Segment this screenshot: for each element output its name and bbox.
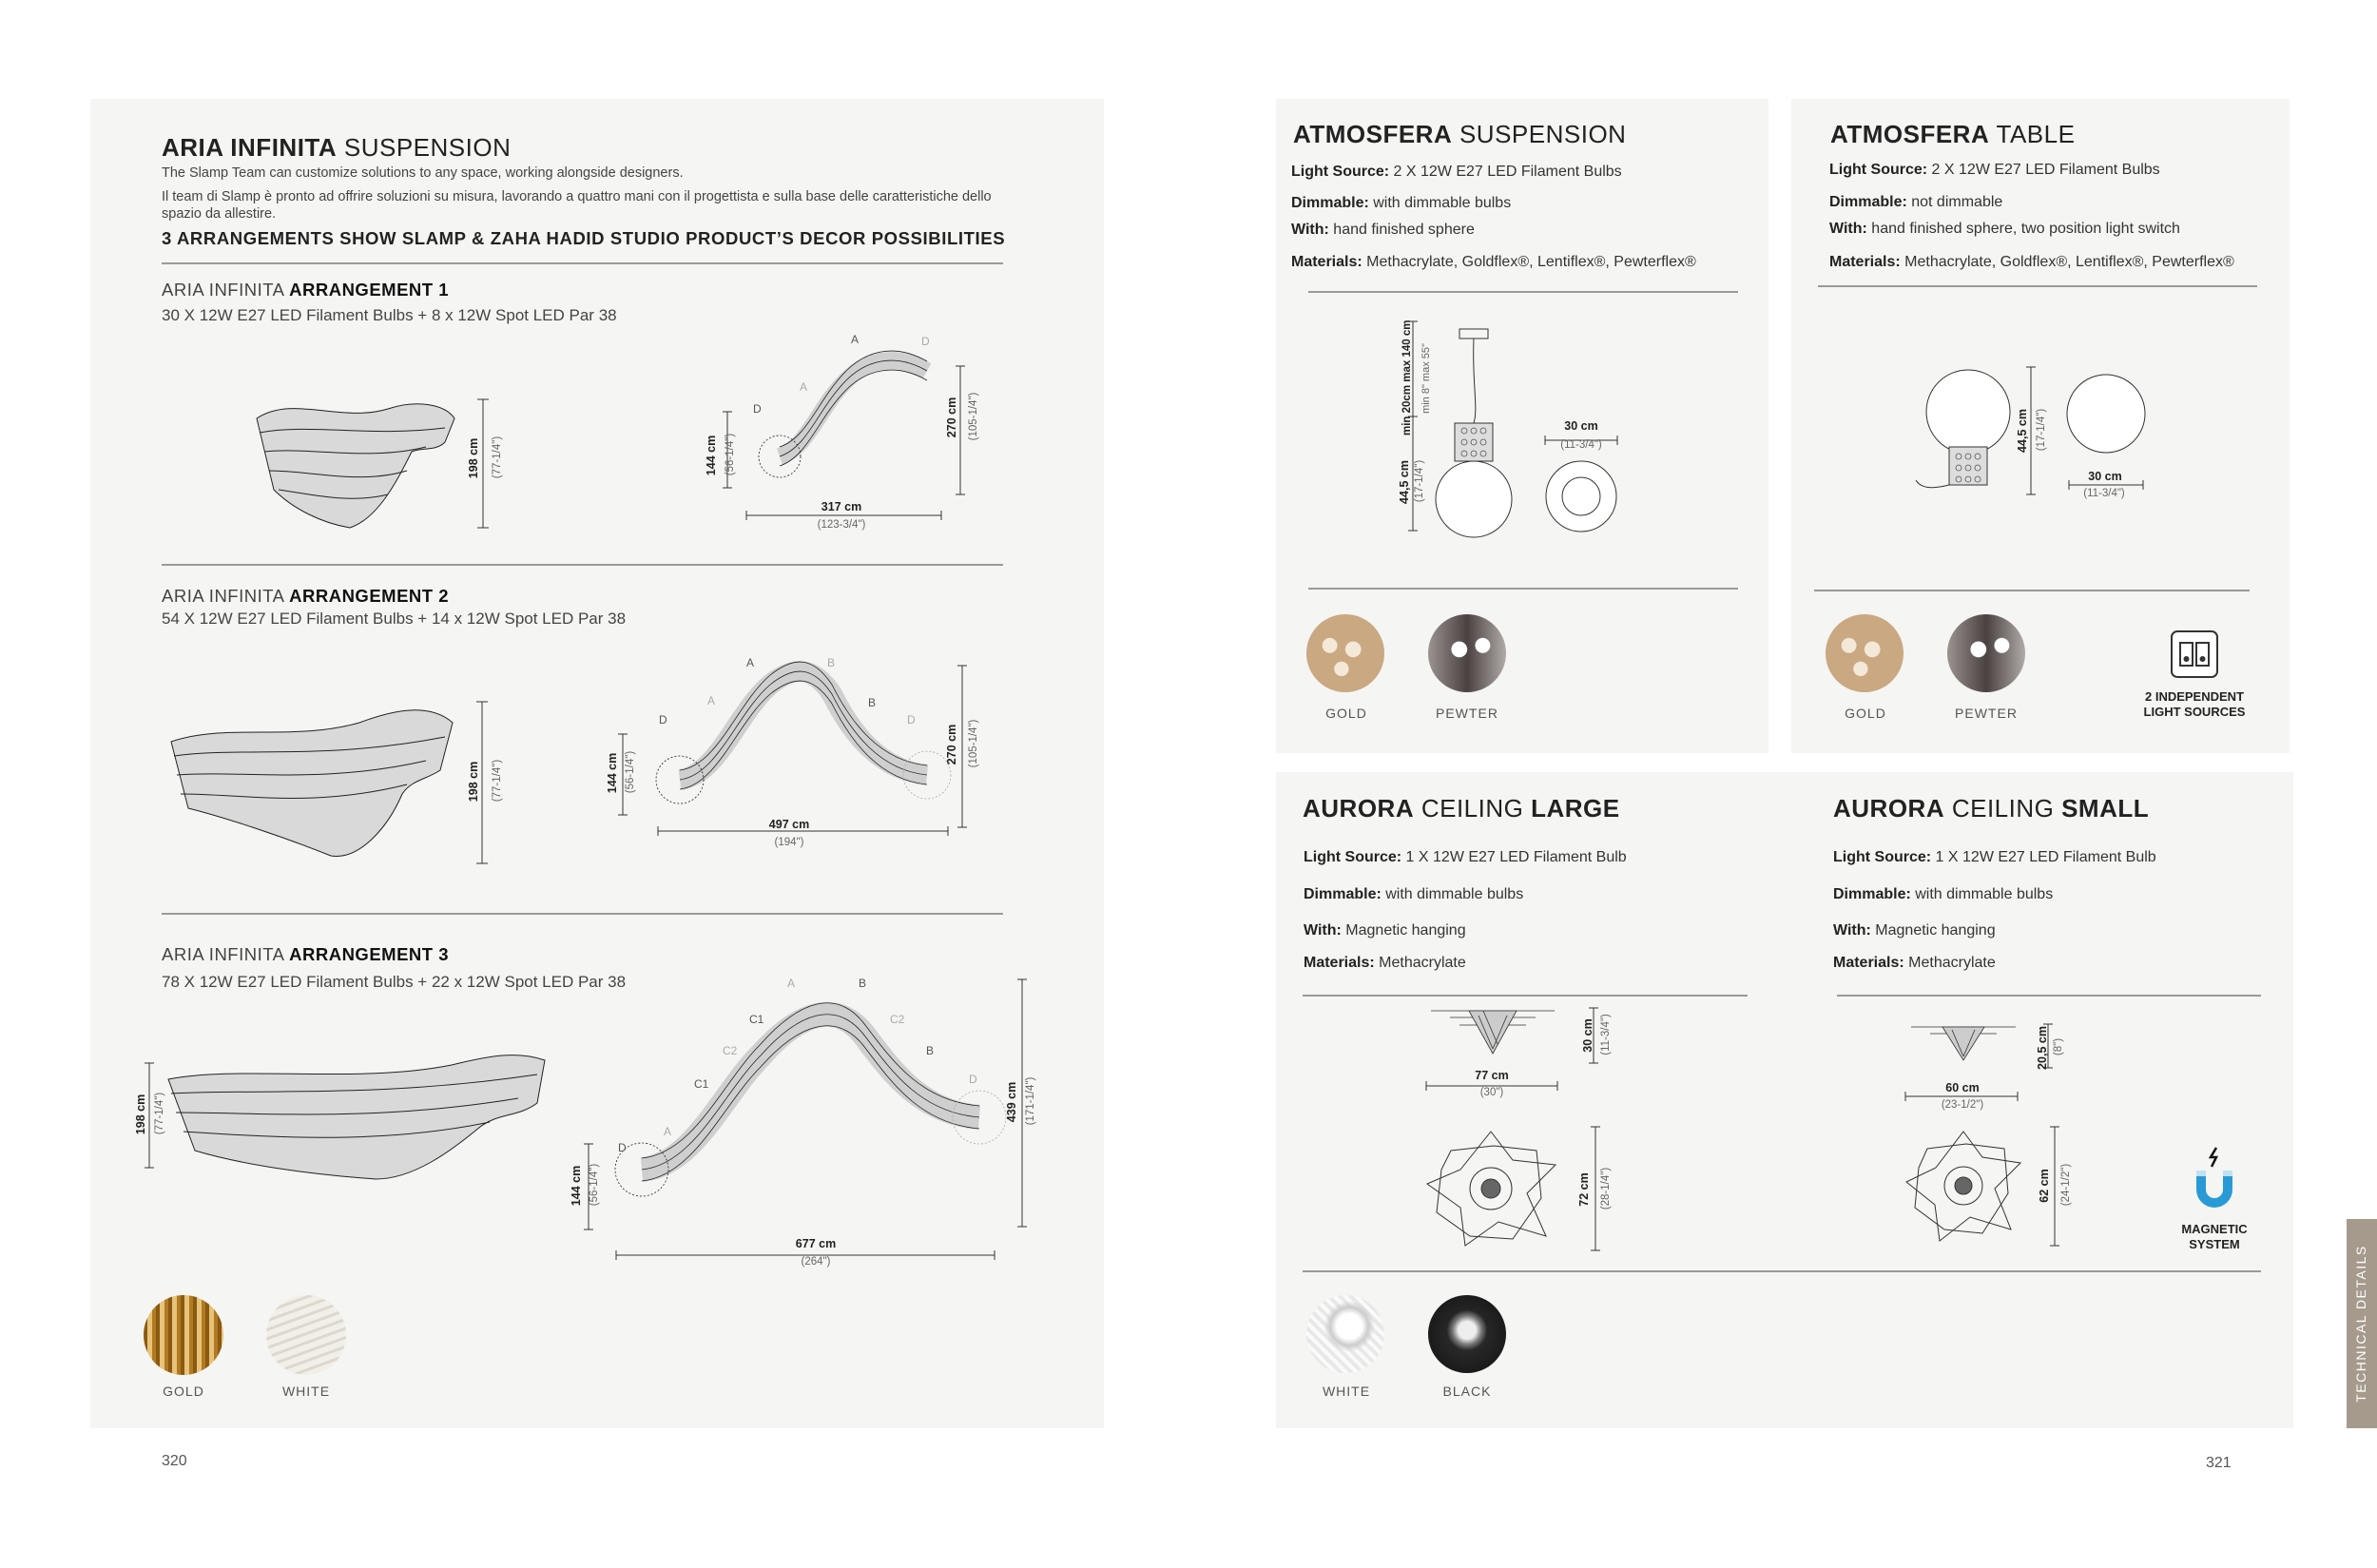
aurora-small-light-source: Light Source: 1 X 12W E27 LED Filament Bulb bbox=[1833, 849, 2156, 865]
aurora-small-width-in: (23-1/2") bbox=[1941, 1099, 1984, 1111]
atmosfera-table-drawing bbox=[1911, 366, 2016, 494]
arrangement-2-side-drawing bbox=[169, 704, 454, 865]
arrangement-2-label-b2: B bbox=[868, 696, 877, 709]
swatch-gold-label: GOLD bbox=[1845, 706, 1886, 721]
swatch-white-label: WHITE bbox=[281, 1384, 331, 1399]
arrangement-1-plan-v-cm: 270 cm bbox=[945, 397, 958, 438]
aurora-large-materials: Materials: Methacrylate bbox=[1304, 955, 1466, 971]
arrangement-3-label-c2: C2 bbox=[890, 1013, 905, 1026]
atmosfera-suspension-height-in: (17-1/4") bbox=[1414, 459, 1425, 503]
swatch-white[interactable] bbox=[1306, 1295, 1384, 1373]
arrangement-3-label-c2b: C2 bbox=[723, 1044, 738, 1057]
arrangement-3-side-drawing bbox=[166, 1046, 547, 1189]
arrangement-1-side-drawing bbox=[255, 395, 459, 530]
divider bbox=[162, 564, 1003, 566]
feature-label: 2 INDEPENDENT LIGHT SOURCES bbox=[2143, 689, 2246, 719]
arrangement-3-label-d2: D bbox=[969, 1073, 977, 1086]
technical-details-tab-label: TECHNICAL DETAILS bbox=[2353, 1245, 2368, 1403]
arrangement-3-label-b2: B bbox=[926, 1044, 935, 1057]
atmosfera-suspension-width-in: (11-3/4") bbox=[1560, 439, 1602, 451]
atmosfera-suspension-light-source: Light Source: 2 X 12W E27 LED Filament Bulbs bbox=[1291, 164, 1622, 180]
arrangement-3-plan-h-cm: 144 cm bbox=[570, 1165, 583, 1207]
swatch-pewter-label: PEWTER bbox=[1436, 706, 1498, 721]
swatch-gold[interactable] bbox=[144, 1295, 223, 1375]
arrangement-2-height-cm: 198 cm bbox=[467, 761, 480, 803]
aria-intro-it: Il team di Slamp è pronto ad offrire soluzioni su misura, lavorando a quattro mani con il progettista e sulla base delle caratteristiche dello spazio da allestire. bbox=[162, 189, 992, 223]
arrangement-3-label-d: D bbox=[618, 1141, 627, 1154]
arrangement-3-plan-h-in: (56-1/4") bbox=[589, 1163, 600, 1207]
magnet-icon bbox=[2191, 1146, 2238, 1210]
arrangement-2-label-d2: D bbox=[907, 713, 916, 726]
aurora-small-plan-in: (24-1/2") bbox=[2060, 1163, 2072, 1207]
arrangement-3-label-a: A bbox=[787, 977, 796, 990]
swatch-gold-label: GOLD bbox=[1325, 706, 1367, 721]
atmosfera-table-title: ATMOSFERA TABLE bbox=[1830, 120, 2076, 148]
arrangement-1-plan-v-in: (105-1/4") bbox=[968, 392, 979, 441]
swatch-gold[interactable] bbox=[1826, 614, 1904, 692]
divider bbox=[1308, 588, 1738, 590]
divider bbox=[1308, 291, 1738, 293]
aurora-small-with: With: Magnetic hanging bbox=[1833, 922, 1996, 939]
atmosfera-table-materials: Materials: Methacrylate, Goldflex®, Lentiflex®, Pewterflex® bbox=[1829, 254, 2234, 270]
aurora-large-plan-drawing bbox=[1422, 1127, 1560, 1250]
divider bbox=[1814, 590, 2250, 591]
aurora-large-plan-cm: 72 cm bbox=[1577, 1172, 1591, 1207]
arrangement-3-title: ARIA INFINITA ARRANGEMENT 3 bbox=[162, 944, 449, 964]
atmosfera-table-height-in: (17-1/4") bbox=[2036, 408, 2047, 452]
aurora-large-plan-in: (28-1/4") bbox=[1600, 1167, 1612, 1210]
arrangement-2-plan-h-cm: 144 cm bbox=[606, 752, 619, 794]
atmosfera-table-with: With: hand finished sphere, two position light switch bbox=[1829, 221, 2180, 237]
divider bbox=[1818, 285, 2257, 287]
arrangement-2-title: ARIA INFINITA ARRANGEMENT 2 bbox=[162, 586, 449, 606]
arrangement-1-label-d: D bbox=[753, 402, 762, 416]
arrangement-2-plan-w-in: (194") bbox=[774, 837, 804, 848]
arrangement-3-label-b: B bbox=[859, 977, 867, 990]
arrangement-1-label-a2: A bbox=[800, 380, 808, 394]
aurora-large-light-source: Light Source: 1 X 12W E27 LED Filament Bulb bbox=[1304, 849, 1627, 865]
arrangement-1-height-in: (77-1/4") bbox=[492, 436, 503, 479]
atmosfera-suspension-width-cm: 30 cm bbox=[1564, 419, 1598, 433]
arrangement-3-label-a2: A bbox=[664, 1125, 672, 1138]
arrangement-2-plan-w-cm: 497 cm bbox=[768, 818, 810, 831]
aurora-large-depth-in: (11-3/4") bbox=[1600, 1014, 1612, 1055]
arrangement-3-plan-drawing bbox=[618, 979, 989, 1208]
aurora-small-materials: Materials: Methacrylate bbox=[1833, 955, 1996, 971]
swatch-black[interactable] bbox=[1428, 1295, 1506, 1373]
arrangement-1-plan-w-cm: 317 cm bbox=[821, 500, 862, 513]
atmosfera-suspension-materials: Materials: Methacrylate, Goldflex®, Lentiflex®, Pewterflex® bbox=[1291, 254, 1696, 270]
divider bbox=[162, 913, 1003, 915]
atmosfera-table-height-cm: 44,5 cm bbox=[2016, 409, 2029, 453]
aurora-small-plan-cm: 62 cm bbox=[2038, 1169, 2051, 1203]
arrangement-2-spec: 54 X 12W E27 LED Filament Bulbs + 14 x 12W Spot LED Par 38 bbox=[162, 610, 627, 628]
switch-icon bbox=[2170, 629, 2219, 679]
arrangement-2-label-b: B bbox=[827, 656, 836, 669]
page-number-right: 321 bbox=[2206, 1455, 2232, 1471]
divider bbox=[162, 262, 1003, 264]
atmosfera-suspension-top-view bbox=[1543, 458, 1619, 534]
swatch-white-label: WHITE bbox=[1322, 1384, 1371, 1399]
atmosfera-suspension-title: ATMOSFERA SUSPENSION bbox=[1293, 120, 1627, 148]
arrangement-2-plan-drawing bbox=[651, 656, 937, 827]
atmosfera-suspension-height-cm: 44,5 cm bbox=[1398, 460, 1411, 504]
arrangement-1-plan-w-in: (123-3/4") bbox=[817, 519, 866, 531]
arrangement-3-label-c1b: C1 bbox=[694, 1077, 709, 1091]
swatch-black-label: BLACK bbox=[1442, 1384, 1492, 1399]
aurora-small-plan-drawing bbox=[1902, 1127, 2025, 1246]
aurora-large-width-in: (30") bbox=[1479, 1087, 1504, 1098]
swatch-white[interactable] bbox=[266, 1295, 346, 1375]
atmosfera-table-top-view bbox=[2065, 373, 2147, 455]
aurora-large-side-drawing bbox=[1426, 1006, 1559, 1058]
atmosfera-suspension-dimmable: Dimmable: with dimmable bulbs bbox=[1291, 195, 1512, 211]
arrangement-3-plan-v-in: (171-1/4") bbox=[1025, 1076, 1036, 1126]
aurora-large-title: AURORA CEILING LARGE bbox=[1303, 794, 1620, 823]
divider bbox=[1303, 995, 1748, 997]
atmosfera-table-width-in: (11-3/4") bbox=[2083, 488, 2125, 499]
magnetic-system-label: MAGNETIC SYSTEM bbox=[2181, 1222, 2248, 1251]
swatch-pewter[interactable] bbox=[1947, 614, 2025, 692]
arrangement-2-label-a2: A bbox=[707, 694, 716, 707]
page-number-left: 320 bbox=[162, 1453, 187, 1469]
aria-section-heading: 3 ARRANGEMENTS SHOW SLAMP & ZAHA HADID STUDIO PRODUCT’S DECOR POSSIBILITIES bbox=[162, 228, 1006, 248]
atmosfera-suspension-cable-in: min 8" max 55" bbox=[1420, 343, 1432, 414]
aurora-large-with: With: Magnetic hanging bbox=[1304, 922, 1466, 939]
arrangement-2-label-d: D bbox=[659, 713, 667, 726]
arrangement-1-plan-h-in: (56-1/4") bbox=[725, 433, 736, 476]
arrangement-2-plan-h-in: (56-1/4") bbox=[625, 750, 636, 794]
divider bbox=[1303, 1270, 2261, 1272]
arrangement-3-label-c1: C1 bbox=[749, 1013, 764, 1026]
swatch-gold-label: GOLD bbox=[163, 1384, 204, 1399]
aurora-large-depth-cm: 30 cm bbox=[1581, 1018, 1594, 1053]
swatch-pewter-label: PEWTER bbox=[1955, 706, 2018, 721]
arrangement-3-height-in: (77-1/4") bbox=[154, 1092, 165, 1135]
aurora-small-title: AURORA CEILING SMALL bbox=[1833, 794, 2150, 823]
swatch-gold[interactable] bbox=[1306, 614, 1384, 692]
atmosfera-table-light-source: Light Source: 2 X 12W E27 LED Filament Bulbs bbox=[1829, 162, 2160, 178]
swatch-pewter[interactable] bbox=[1428, 614, 1506, 692]
arrangement-2-height-in: (77-1/4") bbox=[492, 759, 503, 803]
aria-title: ARIA INFINITA SUSPENSION bbox=[162, 133, 512, 162]
arrangement-1-title: ARIA INFINITA ARRANGEMENT 1 bbox=[162, 280, 449, 300]
arrangement-3-plan-w-in: (264") bbox=[801, 1256, 831, 1268]
aurora-small-depth-in: (8") bbox=[2053, 1037, 2064, 1056]
atmosfera-table-width-cm: 30 cm bbox=[2088, 470, 2122, 483]
aurora-small-width-cm: 60 cm bbox=[1945, 1081, 1980, 1094]
aurora-small-depth-cm: 20,5 cm bbox=[2036, 1026, 2049, 1070]
aurora-small-dimmable: Dimmable: with dimmable bulbs bbox=[1833, 886, 2054, 902]
divider bbox=[1837, 995, 2261, 997]
arrangement-1-plan-h-cm: 144 cm bbox=[705, 435, 718, 476]
aurora-small-side-drawing bbox=[1906, 1022, 2020, 1065]
arrangement-1-plan-drawing bbox=[742, 342, 932, 485]
arrangement-3-plan-v-cm: 439 cm bbox=[1005, 1081, 1018, 1123]
arrangement-3-plan-w-cm: 677 cm bbox=[795, 1237, 837, 1250]
arrangement-1-label-a: A bbox=[851, 333, 860, 346]
arrangement-2-label-a: A bbox=[746, 656, 755, 669]
arrangement-2-plan-v-in: (105-1/4") bbox=[968, 719, 979, 768]
arrangement-1-spec: 30 X 12W E27 LED Filament Bulbs + 8 x 12W Spot LED Par 38 bbox=[162, 306, 617, 324]
aurora-large-dimmable: Dimmable: with dimmable bulbs bbox=[1304, 886, 1524, 902]
atmosfera-suspension-cable-cm: min 20cm max 140 cm bbox=[1401, 319, 1413, 436]
arrangement-2-plan-v-cm: 270 cm bbox=[945, 724, 958, 765]
arrangement-3-height-cm: 198 cm bbox=[134, 1094, 147, 1135]
arrangement-1-height-cm: 198 cm bbox=[467, 437, 480, 479]
atmosfera-table-dimmable: Dimmable: not dimmable bbox=[1829, 194, 2003, 210]
arrangement-1-label-d2: D bbox=[921, 335, 930, 348]
atmosfera-suspension-with: With: hand finished sphere bbox=[1291, 222, 1475, 238]
arrangement-3-spec: 78 X 12W E27 LED Filament Bulbs + 22 x 12W Spot LED Par 38 bbox=[162, 973, 627, 991]
aria-intro-en: The Slamp Team can customize solutions to any space, working alongside designers. bbox=[162, 165, 684, 181]
aurora-large-width-cm: 77 cm bbox=[1475, 1069, 1509, 1082]
